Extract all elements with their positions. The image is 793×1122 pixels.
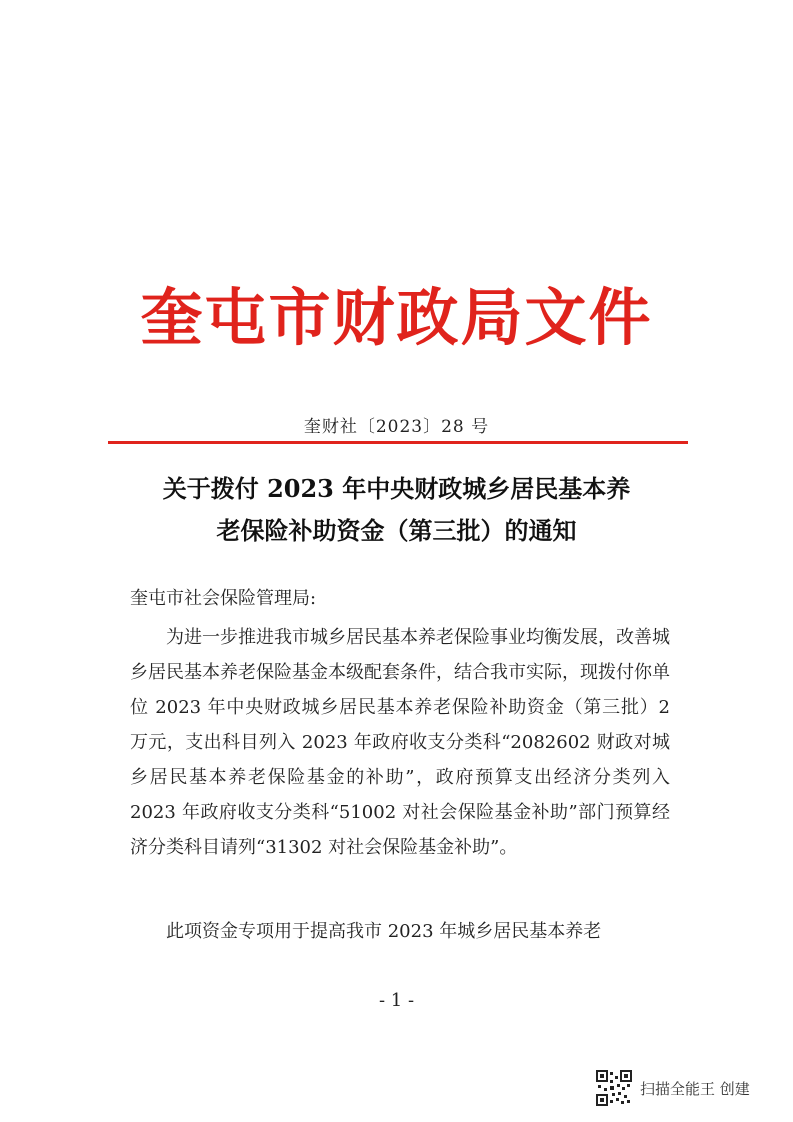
addressee: 奎屯市社会保险管理局: [130,588,317,609]
red-divider-line [108,441,688,444]
document-header-title: 奎屯市财政局文件 [140,281,653,354]
page-number: - 1 - [378,990,415,1011]
scanner-watermark [596,1068,750,1108]
notice-title [0,468,793,552]
document-number: 奎财社〔2023〕28 号 [303,417,490,437]
body-paragraph-1: 为进一步推进我市城乡居民基本养老保险事业均衡发展，改善城乡居民基本养老保险基金本级配套条件，结合我市实际，现拨付你单位 2023 年中央财政城乡居民基本养老保险补助资金（第三批）2 万元，支出科目列入 2023 年政府收支分类科“2082602 财政对城乡居民基本养老保险基金的补助”，政府预算支出经济分类列入 2023 年政府收支分类科“51002 对社会保险基金补助”部门预算经济分类科目请列“31302 对社会保险基金补助”。 [130,627,670,858]
watermark-text: 扫描全能王 创建 [640,1079,750,1098]
qr-code-icon [596,1070,632,1106]
notice-title-line-1: 关于拨付 2023 年中央财政城乡居民基本养 [162,474,631,503]
notice-title-line-2: 老保险补助资金（第三批）的通知 [216,516,577,545]
body-paragraph-2: 此项资金专项用于提高我市 2023 年城乡居民基本养老 [166,921,602,942]
